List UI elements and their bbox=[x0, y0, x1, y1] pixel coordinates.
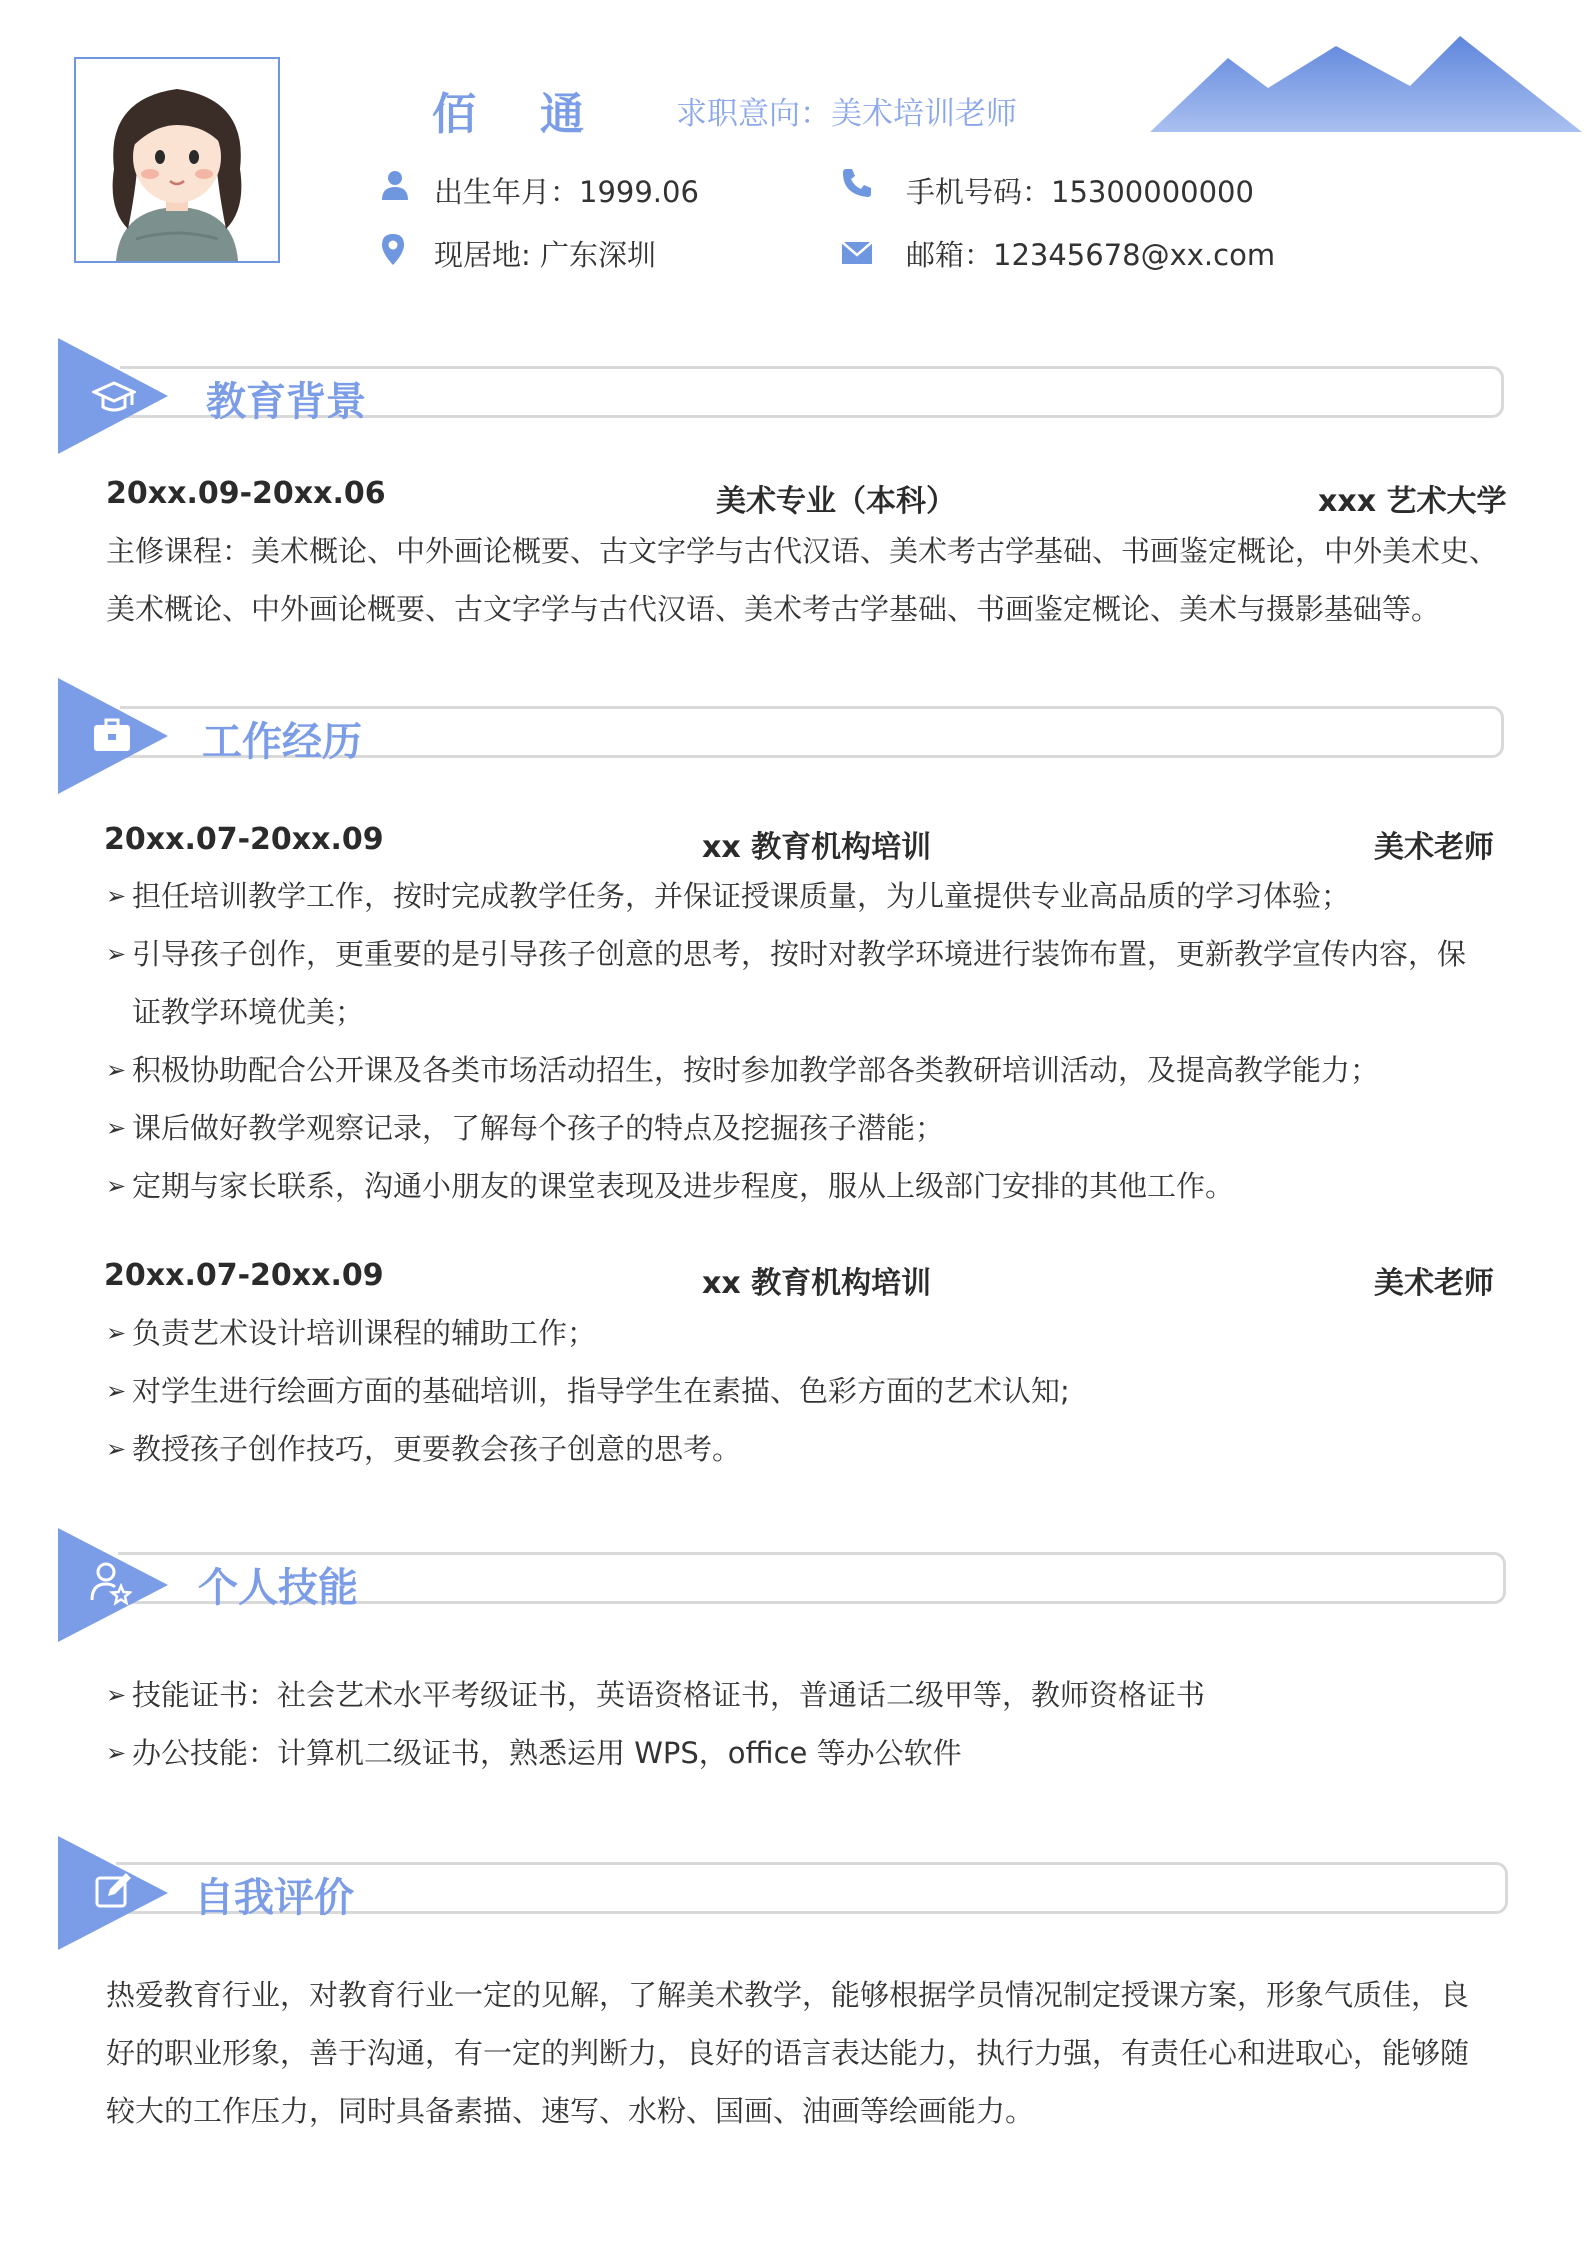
arrow-bullet-icon: ➢ bbox=[106, 1114, 127, 1142]
self-evaluation-text bbox=[106, 1966, 1526, 2140]
envelope-icon bbox=[840, 236, 874, 270]
email-address: 邮箱：12345678@xx.com bbox=[906, 238, 1276, 272]
list-item: ➢ 积极协助配合公开课及各类市场活动招生，按时参加教学部各类教研培训活动，及提高教学能力； bbox=[76, 1041, 1516, 1099]
candidate-name: 佰通 bbox=[432, 89, 648, 140]
arrow-bullet-icon: ➢ bbox=[106, 1435, 127, 1463]
birth-date: 出生年月：1999.06 bbox=[434, 175, 699, 209]
section-title-skills: 个人技能 bbox=[198, 1565, 358, 1611]
person-icon bbox=[378, 168, 412, 202]
avatar-photo bbox=[74, 57, 280, 263]
arrow-bullet-icon: ➢ bbox=[106, 1739, 127, 1767]
education-courses bbox=[106, 522, 1526, 638]
courses-line: 美术概论、中外画论概要、古文字学与古代汉语、美术考古学基础、书画鉴定概论、美术与摄影基础等。 bbox=[106, 592, 1441, 626]
current-location: 现居地: 广东深圳 bbox=[434, 238, 656, 272]
job-role: 美术老师 bbox=[1374, 830, 1494, 865]
education-date: 20xx.09-20xx.06 bbox=[106, 476, 386, 511]
list-item: ➢ 技能证书：社会艺术水平考级证书，英语资格证书，普通话二级甲等，教师资格证书 bbox=[76, 1666, 1516, 1724]
courses-line: 主修课程：美术概论、中外画论概要、古文字学与古代汉语、美术考古学基础、书画鉴定概论，中外美术史、 bbox=[106, 534, 1499, 568]
self-eval-line: 好的职业形象，善于沟通，有一定的判断力，良好的语言表达能力，执行力强，有责任心和进取心，能够随 bbox=[106, 2036, 1470, 2070]
arrow-bullet-icon: ➢ bbox=[106, 1681, 127, 1709]
mountains-decoration bbox=[1148, 36, 1587, 136]
edit-icon bbox=[94, 1870, 134, 1910]
list-item: ➢ 担任培训教学工作，按时完成教学任务，并保证授课质量，为儿童提供专业高品质的学习体验； bbox=[76, 867, 1516, 925]
education-major: 美术专业（本科） bbox=[716, 484, 956, 519]
girl-avatar-illustration bbox=[76, 59, 278, 261]
arrow-bullet-icon: ➢ bbox=[106, 1172, 127, 1200]
job-role: 美术老师 bbox=[1374, 1266, 1494, 1301]
graduation-cap-icon bbox=[92, 380, 136, 414]
arrow-bullet-icon: ➢ bbox=[106, 1056, 127, 1084]
list-item: ➢ 对学生进行绘画方面的基础培训，指导学生在素描、色彩方面的艺术认知; bbox=[76, 1362, 1516, 1420]
arrow-bullet-icon: ➢ bbox=[106, 882, 127, 910]
job-date: 20xx.07-20xx.09 bbox=[104, 822, 384, 857]
self-eval-line: 较大的工作压力，同时具备素描、速写、水粉、国画、油画等绘画能力。 bbox=[106, 2094, 1035, 2128]
arrow-bullet-icon: ➢ bbox=[106, 1377, 127, 1405]
arrow-bullet-icon: ➢ bbox=[106, 1319, 127, 1347]
phone-number: 手机号码：15300000000 bbox=[906, 175, 1254, 209]
job-org: xx 教育机构培训 bbox=[702, 830, 932, 865]
location-pin-icon bbox=[376, 232, 410, 266]
phone-icon bbox=[840, 166, 874, 200]
list-item: ➢ 办公技能：计算机二级证书，熟悉运用 WPS，office 等办公软件 bbox=[76, 1724, 1516, 1782]
list-item-continued: 证教学环境优美； bbox=[132, 995, 365, 1029]
section-title-education: 教育背景 bbox=[206, 379, 366, 425]
arrow-bullet-icon: ➢ bbox=[106, 940, 127, 968]
list-item: ➢ 课后做好教学观察记录，了解每个孩子的特点及挖掘孩子潜能； bbox=[76, 1099, 1516, 1157]
briefcase-icon bbox=[92, 716, 132, 754]
user-star-icon bbox=[88, 1560, 132, 1606]
section-title-work: 工作经历 bbox=[202, 719, 362, 765]
job-date: 20xx.07-20xx.09 bbox=[104, 1258, 384, 1293]
list-item: ➢ 定期与家长联系，沟通小朋友的课堂表现及进步程度，服从上级部门安排的其他工作。 bbox=[76, 1157, 1516, 1215]
self-eval-line: 热爱教育行业，对教育行业一定的见解，了解美术教学，能够根据学员情况制定授课方案，形象气质佳，良 bbox=[106, 1978, 1470, 2012]
education-school: xxx 艺术大学 bbox=[1318, 484, 1507, 519]
job-objective: 求职意向：美术培训老师 bbox=[676, 96, 1017, 132]
job-org: xx 教育机构培训 bbox=[702, 1266, 932, 1301]
list-item: ➢ 负责艺术设计培训课程的辅助工作； bbox=[76, 1304, 1516, 1362]
job-duties-list bbox=[76, 867, 1516, 1215]
job-duties-list bbox=[76, 1304, 1516, 1478]
skills-list bbox=[76, 1666, 1516, 1782]
list-item: ➢ 引导孩子创作，更重要的是引导孩子创意的思考，按时对教学环境进行装饰布置，更新教学宣传内容，保 bbox=[76, 925, 1516, 983]
list-item: ➢ 教授孩子创作技巧，更要教会孩子创意的思考。 bbox=[76, 1420, 1516, 1478]
section-title-self-eval: 自我评价 bbox=[194, 1875, 354, 1921]
